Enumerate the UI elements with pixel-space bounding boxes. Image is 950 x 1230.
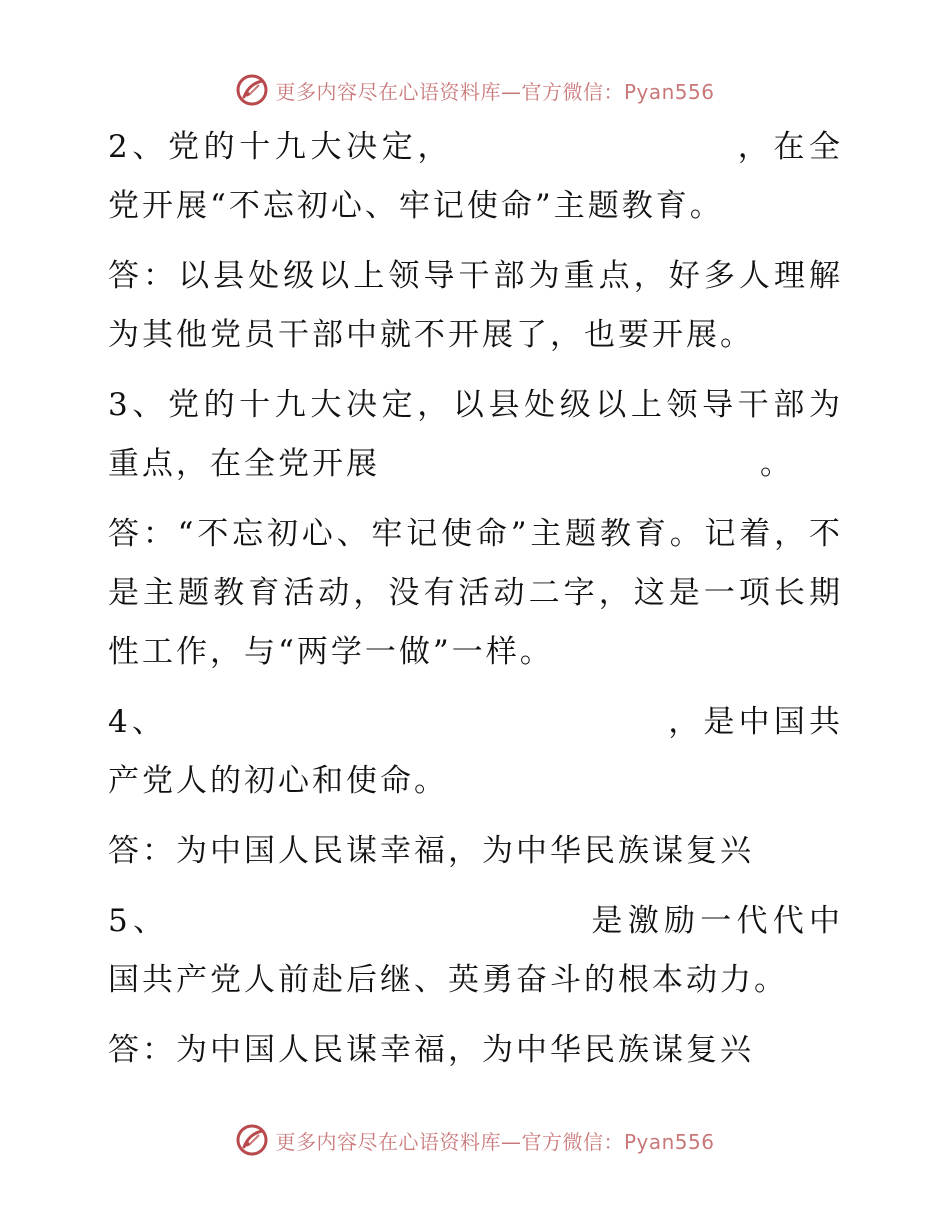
- document-body: [98, 118, 843, 1091]
- question-2: 2、党的十九大决定， ，在全党开展“不忘初心、牢记使命”主题教育。: [108, 129, 844, 224]
- question-5: 5、 是激励一代代中国共产党人前赴后继、英勇奋斗的根本动力。: [108, 903, 843, 998]
- banner-text: 更多内容尽在心语资料库—官方微信：Pyan556: [275, 79, 715, 104]
- footer-banner: [0, 1120, 950, 1160]
- header-banner: [0, 70, 950, 110]
- seal-logo-icon: [235, 73, 269, 107]
- banner-text: 更多内容尽在心语资料库—官方微信：Pyan556: [275, 1129, 715, 1154]
- question-4: 4、 ，是中国共产党人的初心和使命。: [108, 704, 843, 799]
- answer-4: 答：为中国人民谋幸福，为中华民族谋复兴: [108, 833, 754, 869]
- seal-logo-icon: [235, 1123, 269, 1157]
- answer-2: 答：以县处级以上领导干部为重点，好多人理解为其他党员干部中就不开展了，也要开展。: [108, 258, 843, 353]
- answer-3: 答：“不忘初心、牢记使命”主题教育。记着，不是主题教育活动，没有活动二字，这是一项长期性工作，与“两学一做”一样。: [108, 516, 843, 670]
- answer-5: 答：为中国人民谋幸福，为中华民族谋复兴: [108, 1032, 754, 1068]
- question-3: 3、党的十九大决定，以县处级以上领导干部为重点，在全党开展 。: [108, 387, 843, 482]
